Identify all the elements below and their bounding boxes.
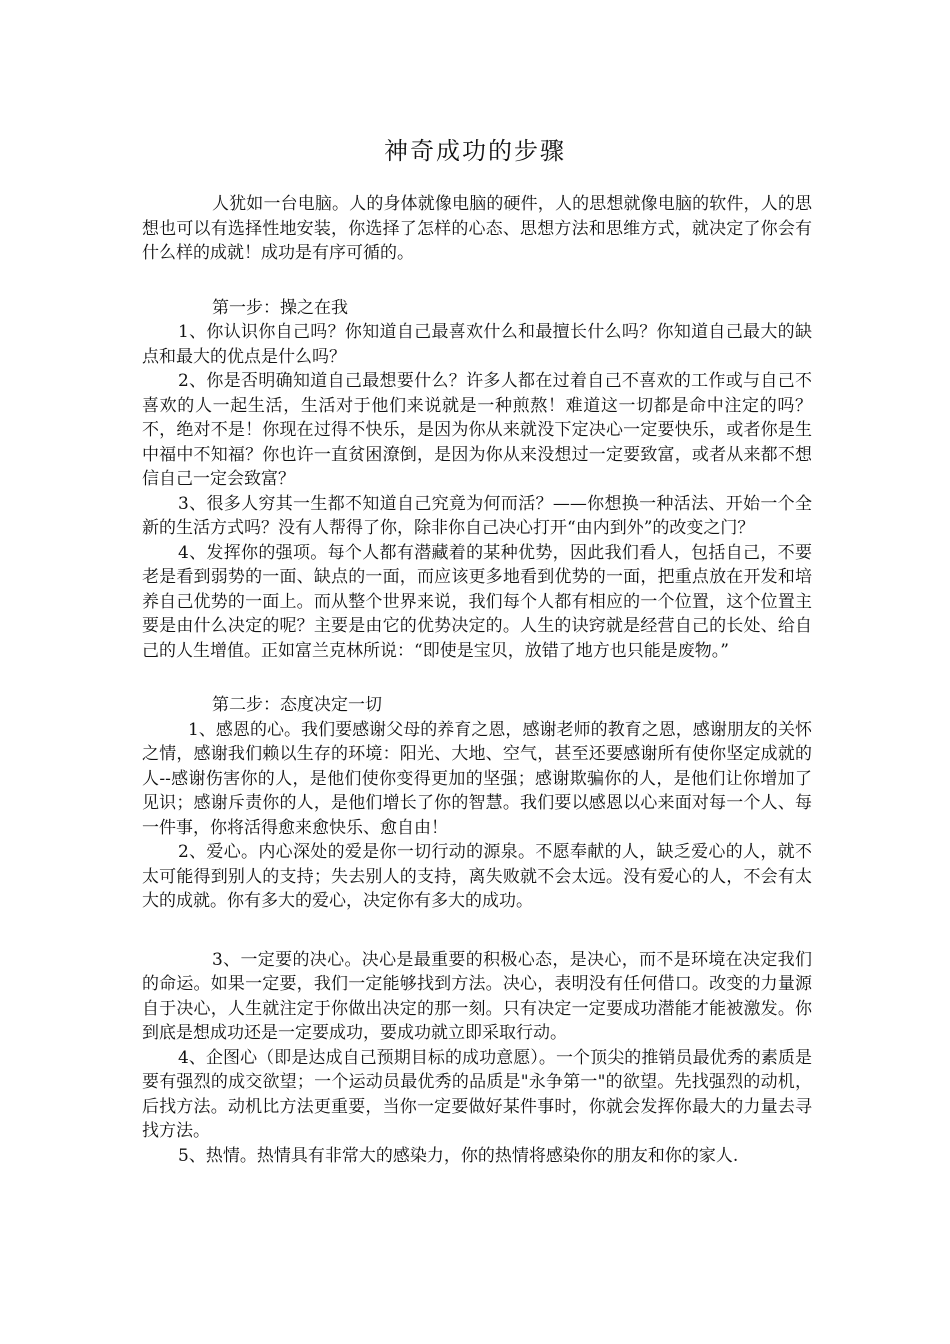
section-gap (142, 266, 812, 296)
step-two-item-1: 1、感恩的心。我们要感谢父母的养育之恩，感谢老师的教育之恩，感谢朋友的关怀之情，感谢我们赖以生存的环境：阳光、大地、空气，甚至还要感谢所有使你坚定成就的人--感谢伤害你的人，是他们使你变得更加的坚强；感谢欺骗你的人，是他们让你增加了见识；感谢斥责你的人，是他们增长了你的智慧。我们要以感恩以心来面对每一个人、每一件事，你将活得愈来愈快乐、愈自由！ (142, 719, 812, 838)
document-title: 神奇成功的步骤 (384, 137, 566, 165)
step-two-heading: 第二步：态度决定一切 (212, 695, 382, 715)
step-one-heading: 第一步：操之在我 (212, 297, 348, 318)
section-gap (142, 663, 812, 693)
step-one-item-2: 2、你是否明确知道自己最想要什么？许多人都在过着自己不喜欢的工作或与自己不喜欢的人一起生活，生活对于他们来说就是一种煎熬！难道这一切都是命中注定的吗？不，绝对不是！你现在过得不快乐，是因为你从来就没下定决心一定要快乐，或者你是生中福中不知福？你也许一直贫困潦倒，是因为你从来没想过一定要致富，或者从来都不想信自己一定会致富？ (142, 371, 812, 489)
section-gap (142, 914, 812, 948)
step-two-item-4: 4、企图心（即是达成自己预期目标的成功意愿）。一个顶尖的推销员最优秀的素质是要有强烈的成交欲望；一个运动员最优秀的品质是"永争第一"的欲望。先找强烈的动机，后找方法。动机比方法更重要，当你一定要做好某件事时，你就会发挥你最大的力量去寻找方法。 (142, 1047, 812, 1141)
step-one-item-1: 1、你认识你自己吗？你知道自己最喜欢什么和最擅长什么吗？你知道自己最大的缺点和最大的优点是什么吗？ (142, 322, 812, 367)
step-one-item-3: 3、很多人穷其一生都不知道自己究竟为何而活？——你想换一种活法、开始一个全新的生活方式吗？没有人帮得了你，除非你自己决心打开“由内到外”的改变之门？ (142, 493, 812, 538)
step-two-item-2: 2、爱心。内心深处的爱是你一切行动的源泉。不愿奉献的人，缺乏爱心的人，就不太可能得到别人的支持；失去别人的支持，离失败就不会太远。没有爱心的人，不会有太大的成就。你有多大的爱心，决定你有多大的成功。 (142, 842, 812, 911)
step-one-item-4: 4、发挥你的强项。每个人都有潜藏着的某种优势，因此我们看人，包括自己，不要老是看到弱势的一面、缺点的一面，而应该更多地看到优势的一面，把重点放在开发和培养自己优势的一面上。而从整个世界来说，我们每个人都有相应的一个位置，这个位置主要是由什么决定的呢？主要是由它的优势决定的。人生的诀窍就是经营自己的长处、给自己的人生增值。正如富兰克林所说：“即使是宝贝，放错了地方也只能是废物。” (142, 542, 812, 661)
document-body (142, 192, 812, 1168)
intro-paragraph: 人犹如一台电脑。人的身体就像电脑的硬件，人的思想就像电脑的软件，人的思想也可以有选择性地安装，你选择了怎样的心态、思想方法和思维方式，就决定了你会有什么样的成就！成功是有序可循的。 (142, 194, 812, 263)
step-two-item-3: 3、一定要的决心。决心是最重要的积极心态，是决心，而不是环境在决定我们的命运。如果一定要，我们一定能够找到方法。决心，表明没有任何借口。改变的力量源自于决心，人生就注定于你做出决定的那一刻。只有决定一定要成功潜能才能被激发。你到底是想成功还是一定要成功，要成功就立即采取行动。 (142, 949, 812, 1043)
step-two-item-5: 5、热情。热情具有非常大的感染力，你的热情将感染你的朋友和你的家人. (178, 1145, 739, 1166)
